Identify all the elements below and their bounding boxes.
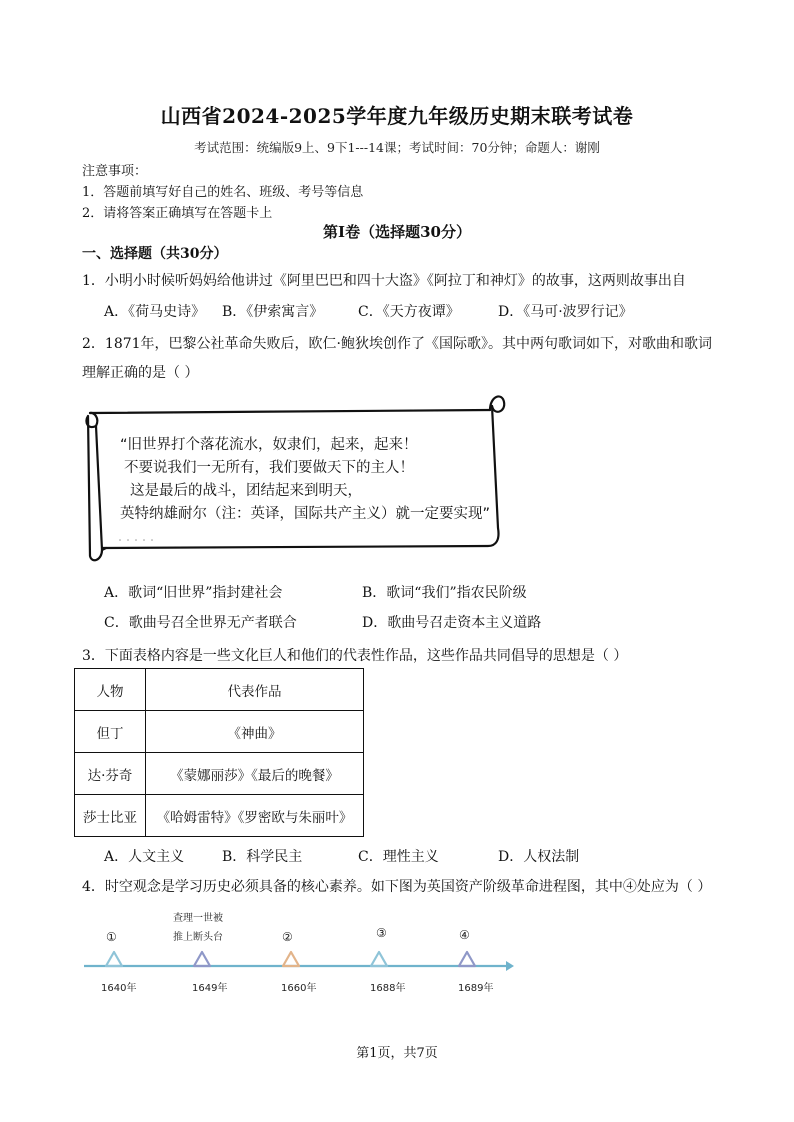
q2-option-c: C．歌曲号召全世界无产者联合	[104, 615, 297, 631]
table-header-works: 代表作品	[146, 669, 364, 711]
timeline-event-line2: 推上断头台	[173, 932, 223, 943]
table-cell-works: 《哈姆雷特》《罗密欧与朱丽叶》	[146, 795, 364, 837]
table-cell-works: 《神曲》	[146, 711, 364, 753]
table-cell-person: 达·芬奇	[75, 753, 146, 795]
timeline-graphic	[80, 944, 520, 978]
timeline-mark-3: ③	[376, 926, 387, 940]
timeline-year-3: 1660年	[281, 983, 317, 994]
q1-option-d: D．《马可·波罗行记》	[498, 304, 633, 320]
timeline-markers	[106, 952, 475, 966]
timeline-year-5: 1689年	[458, 983, 494, 994]
timeline-marker-5	[459, 952, 475, 966]
table-cell-works: 《蒙娜丽莎》《最后的晚餐》	[146, 753, 364, 795]
table-cell-person: 但丁	[75, 711, 146, 753]
q1-option-b: B．《伊索寓言》	[222, 304, 324, 320]
part-title: 一、选择题（共30分）	[82, 246, 228, 262]
timeline-marker-2	[194, 952, 210, 966]
timeline-mark-1: ①	[106, 930, 117, 944]
section-title: 第I卷（选择题30分）	[323, 223, 471, 241]
lyric-line-1: “旧世界打个落花流水，奴隶们，起来，起来！	[120, 437, 418, 453]
note-item-1: 1．答题前填写好自己的姓名、班级、考号等信息	[82, 185, 364, 200]
lyric-line-4: 英特纳雄耐尔（注：英译，国际共产主义）就一定要实现”	[120, 506, 491, 522]
q1-stem: 1．小明小时候听妈妈给他讲过《阿里巴巴和四十大盗》《阿拉丁和神灯》的故事，这两则故事出自	[82, 273, 686, 289]
timeline-mark-2: ②	[282, 930, 293, 944]
timeline-marker-4	[371, 952, 387, 966]
exam-subtitle: 考试范围：统编版9上、9下1---14课；考试时间：70分钟；命题人：谢刚	[194, 140, 600, 155]
lyric-line-2: 不要说我们一无所有，我们要做天下的主人！	[124, 460, 414, 476]
q1-option-c: C．《天方夜谭》	[358, 304, 460, 320]
q3-stem: 3．下面表格内容是一些文化巨人和他们的代表性作品，这些作品共同倡导的思想是（ ）	[82, 648, 628, 664]
q2-option-b: B．歌词“我们”指农民阶级	[362, 585, 527, 601]
q2-stem-line1: 2．1871年，巴黎公社革命失败后，欧仁·鲍狄埃创作了《国际歌》。其中两句歌词如下，对歌曲和歌词	[82, 336, 712, 352]
works-table	[74, 668, 364, 837]
table-row	[75, 711, 364, 753]
table-cell-person: 莎士比亚	[75, 795, 146, 837]
q3-option-a: A．人文主义	[104, 849, 185, 865]
table-row	[75, 795, 364, 837]
timeline-year-4: 1688年	[370, 983, 406, 994]
lyric-line-3: 这是最后的战斗，团结起来到明天，	[130, 483, 362, 499]
q3-option-d: D．人权法制	[498, 849, 580, 865]
q2-option-a: A．歌词“旧世界”指封建社会	[104, 585, 283, 601]
q2-stem-line2: 理解正确的是（ ）	[82, 365, 199, 381]
timeline-year-1: 1640年	[101, 983, 137, 994]
table-header-row	[75, 669, 364, 711]
timeline-mark-4: ④	[459, 928, 470, 942]
q4-stem: 4．时空观念是学习历史必须具备的核心素养。如下图为英国资产阶级革命进程图，其中④处应为（ ）	[82, 879, 712, 895]
timeline-event-line1: 查理一世被	[173, 913, 223, 924]
q3-option-c: C．理性主义	[358, 849, 439, 865]
table-row	[75, 753, 364, 795]
q1-option-a: A．《荷马史诗》	[104, 304, 206, 320]
timeline-marker-1	[106, 952, 122, 966]
note-item-2: 2．请将答案正确填写在答题卡上	[82, 206, 273, 221]
exam-title: 山西省2024-2025学年度九年级历史期末联考试卷	[160, 104, 634, 128]
page-number: 第1页，共7页	[356, 1046, 438, 1061]
q2-option-d: D．歌曲号召走资本主义道路	[362, 615, 542, 631]
table-header-person: 人物	[75, 669, 146, 711]
timeline-year-2: 1649年	[192, 983, 228, 994]
notes-heading: 注意事项：	[82, 164, 148, 179]
timeline-marker-3	[283, 952, 299, 966]
q3-option-b: B．科学民主	[222, 849, 303, 865]
